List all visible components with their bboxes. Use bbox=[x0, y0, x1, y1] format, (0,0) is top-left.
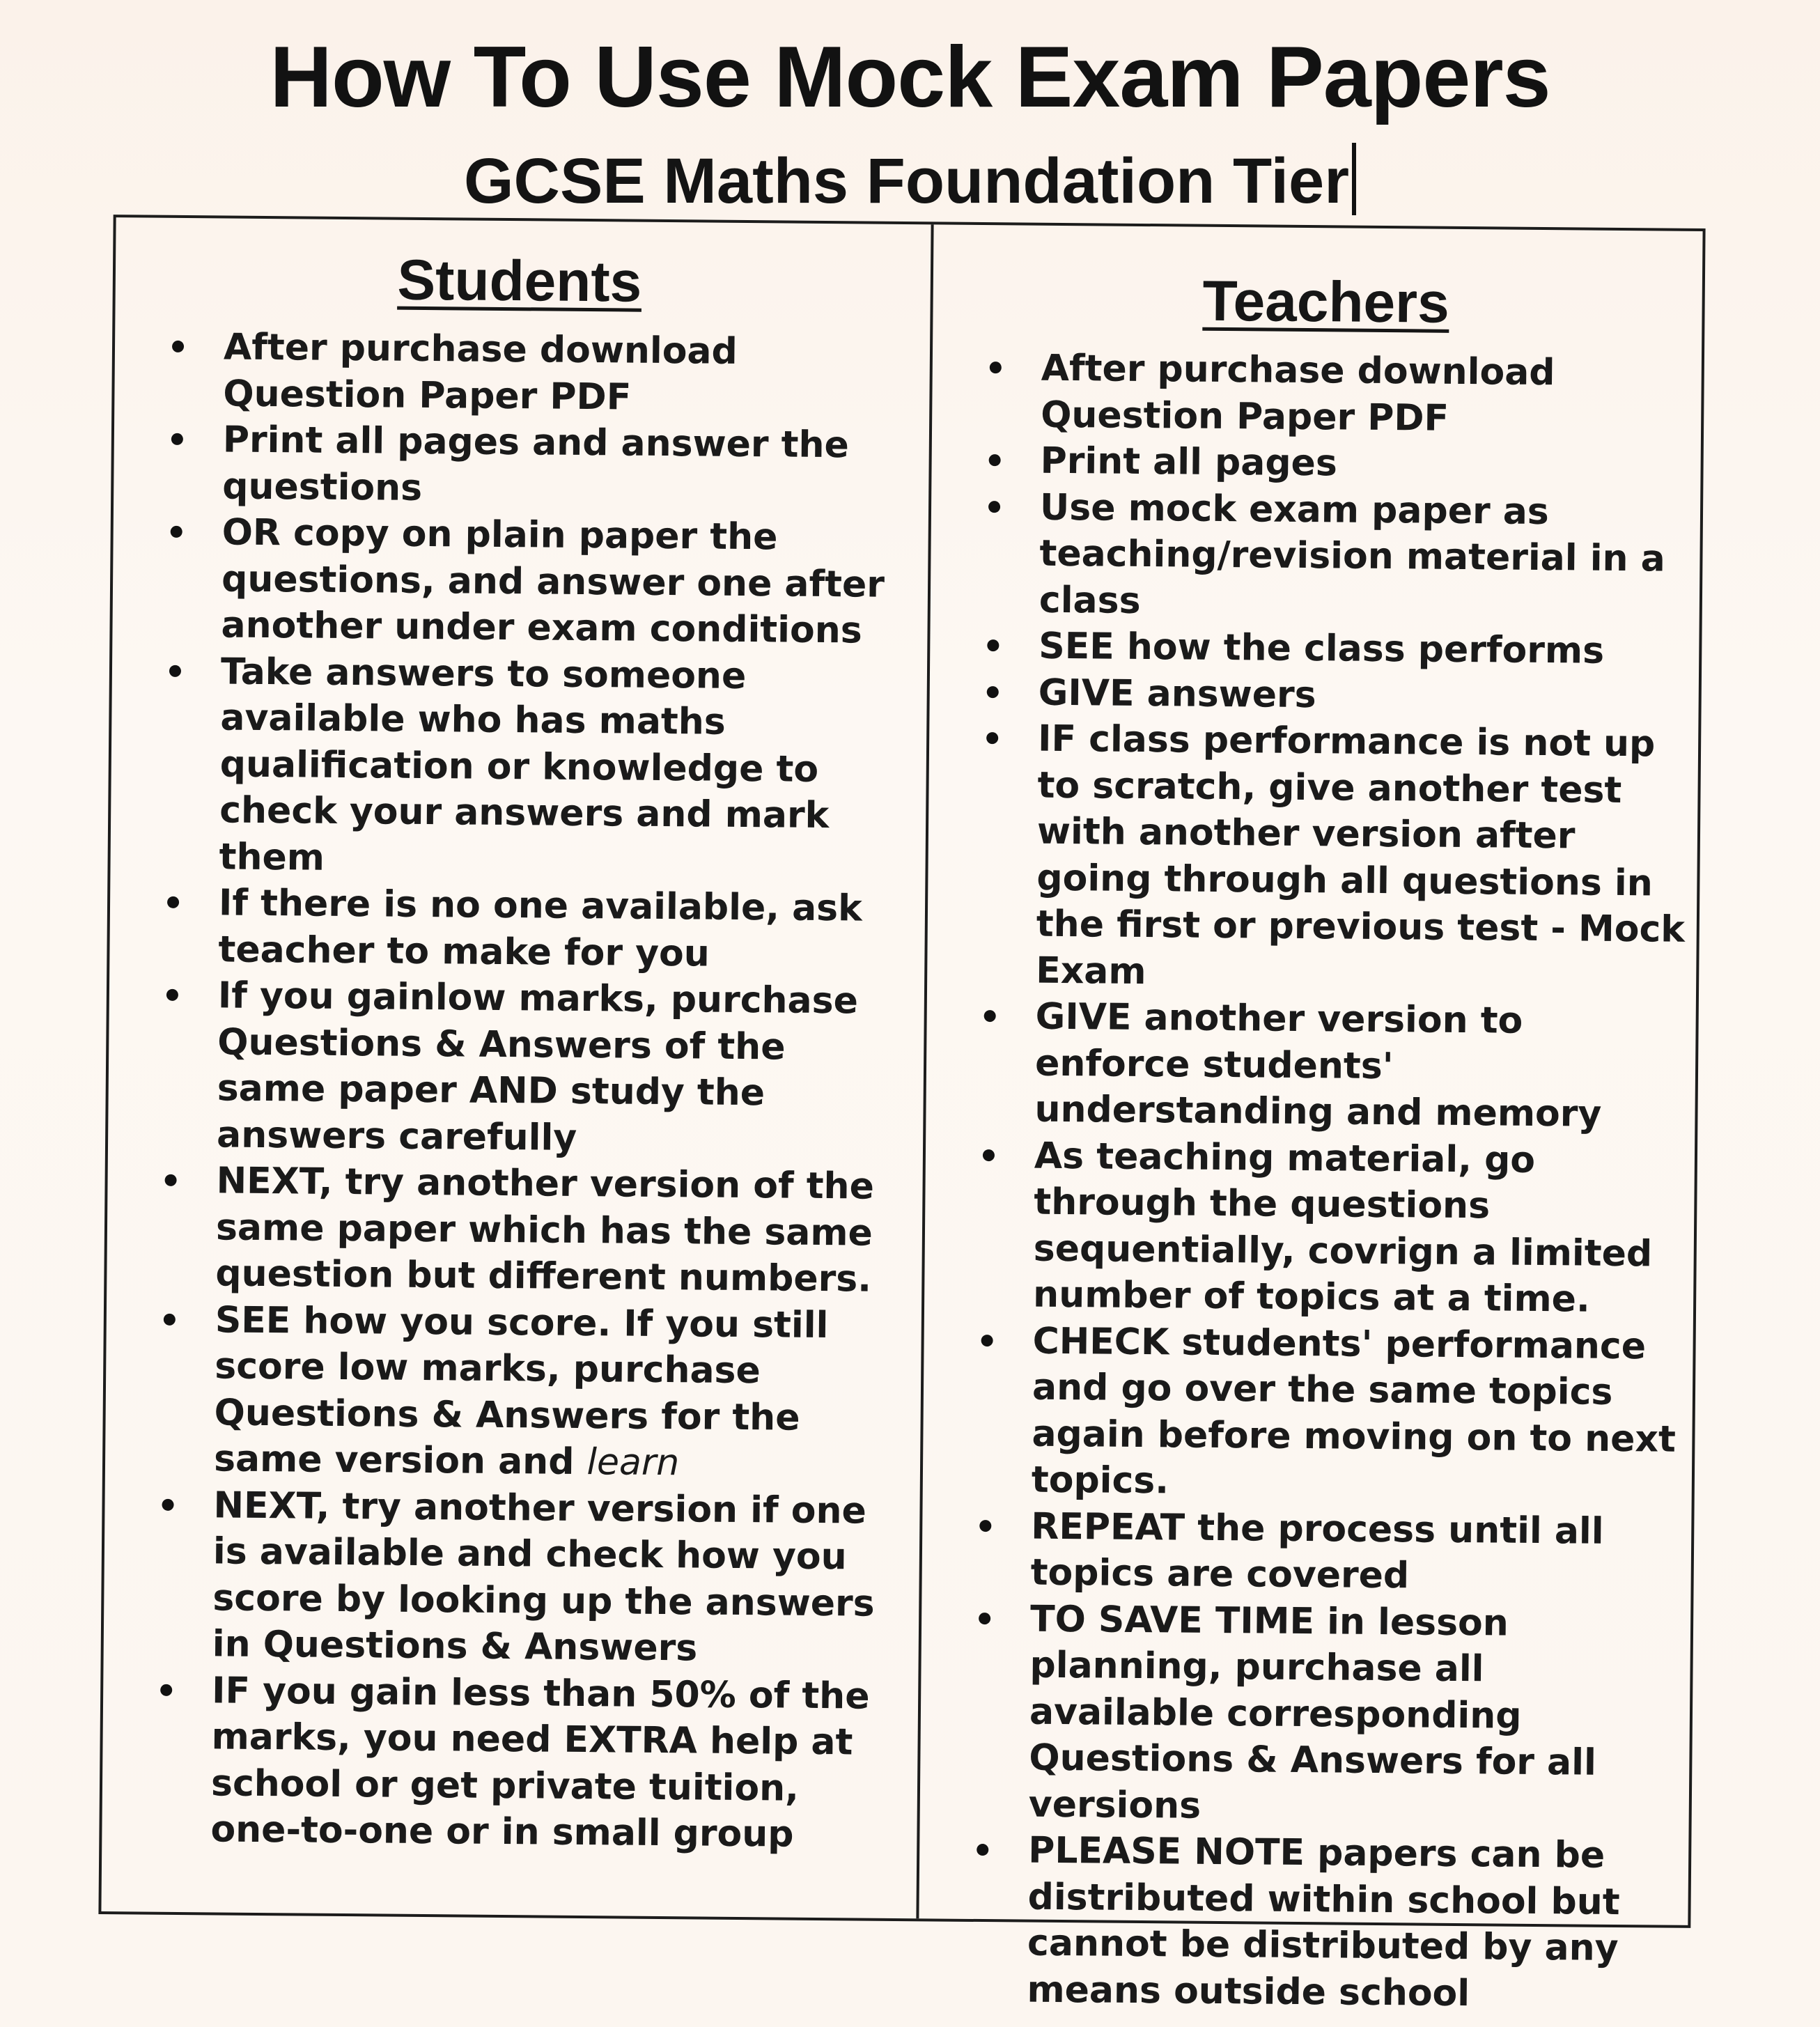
bullet-icon bbox=[171, 526, 182, 538]
emphasis-learn: learn bbox=[586, 1441, 680, 1484]
list-item: GIVE answers bbox=[971, 669, 1688, 721]
students-heading: Students bbox=[397, 248, 642, 314]
bullet-icon bbox=[979, 1612, 990, 1624]
page-title: How To Use Mock Exam Papers bbox=[270, 29, 1550, 125]
list-item: If you gainlow marks, purchase Questions & Answers of the same paper AND study the answers carefully bbox=[150, 972, 903, 1164]
instructions-table bbox=[98, 215, 1705, 2014]
students-list bbox=[143, 324, 909, 1859]
bullet-icon bbox=[167, 896, 179, 908]
bullet-icon bbox=[990, 362, 1002, 373]
subtitle-text: GCSE Maths Foundation Tier bbox=[463, 146, 1350, 217]
list-item: SEE how the class performs bbox=[972, 623, 1688, 675]
bullet-icon bbox=[171, 433, 183, 445]
list-item: As teaching material, go through the questions sequentially, covrign a limited number of topics at a time. bbox=[966, 1132, 1683, 1323]
list-item: IF you gain less than 50% of the marks, you need EXTRA help at school or get private tuition, one-to-one or in small group bbox=[143, 1667, 897, 1858]
bullet-icon bbox=[165, 1174, 177, 1186]
list-item: Print all pages bbox=[973, 437, 1690, 490]
text-cursor bbox=[1352, 143, 1356, 215]
list-item: Use mock exam paper as teaching/revision material in a class bbox=[972, 483, 1690, 628]
bullet-icon bbox=[987, 686, 999, 698]
bullet-icon bbox=[169, 665, 181, 676]
list-item: SEE how you score. If you still score low marks, purchase Questions & Answers for the same version and learn bbox=[147, 1296, 901, 1488]
list-item: PLEASE NOTE papers can be distributed within school but cannot be distributed by any means outside school bbox=[960, 1827, 1677, 2019]
list-item: GIVE another version to enforce students' understanding and memory bbox=[967, 993, 1685, 1138]
teachers-heading: Teachers bbox=[1202, 269, 1450, 335]
list-item: OR copy on plain paper the questions, and answer one after another under exam conditions bbox=[154, 509, 908, 655]
bullet-icon bbox=[987, 639, 999, 651]
teachers-list bbox=[960, 345, 1690, 2019]
bullet-icon bbox=[989, 454, 1001, 466]
list-item: Print all pages and answer the questions bbox=[155, 417, 908, 515]
bullet-icon bbox=[160, 1684, 172, 1695]
teachers-column bbox=[918, 224, 1705, 2019]
bullet-icon bbox=[166, 989, 178, 1001]
list-item: CHECK students' performance and go over the same topics again before moving on to next topics. bbox=[965, 1317, 1682, 1509]
bullet-icon bbox=[977, 1844, 988, 1856]
bullet-icon bbox=[979, 1519, 991, 1531]
list-item: If there is no one available, ask teacher to make for you bbox=[151, 880, 904, 979]
students-column bbox=[102, 217, 931, 1859]
list-item: After purchase download Question Paper PDF bbox=[974, 345, 1690, 444]
list-item: IF class performance is not up to scratch, give another test with another version after going through all questions in the first or previous test - Mock Exam bbox=[969, 715, 1687, 1000]
list-item: Take answers to someone available who has maths qualification or knowledge to check your answers and mark them bbox=[152, 648, 906, 886]
list-item: After purchase download Question Paper PDF bbox=[156, 324, 909, 423]
bullet-icon bbox=[172, 341, 184, 352]
list-item: TO SAVE TIME in lesson planning, purchase all available corresponding Questions & Answers for all versions bbox=[962, 1595, 1680, 1833]
bullet-icon bbox=[983, 1149, 995, 1161]
list-item: REPEAT the process until all topics are covered bbox=[963, 1502, 1680, 1601]
bullet-icon bbox=[988, 501, 1000, 513]
bullet-icon bbox=[984, 1010, 996, 1022]
page-subtitle bbox=[0, 143, 1820, 218]
bullet-icon bbox=[162, 1498, 173, 1510]
bullet-icon bbox=[981, 1335, 993, 1346]
list-item: NEXT, try another version if one is available and check how you score by looking up the answers in Questions & Answers bbox=[145, 1482, 899, 1673]
bullet-icon bbox=[164, 1313, 176, 1325]
bullet-icon bbox=[986, 732, 998, 744]
list-item: NEXT, try another version of the same paper which has the same question but different numbers. bbox=[148, 1158, 902, 1303]
